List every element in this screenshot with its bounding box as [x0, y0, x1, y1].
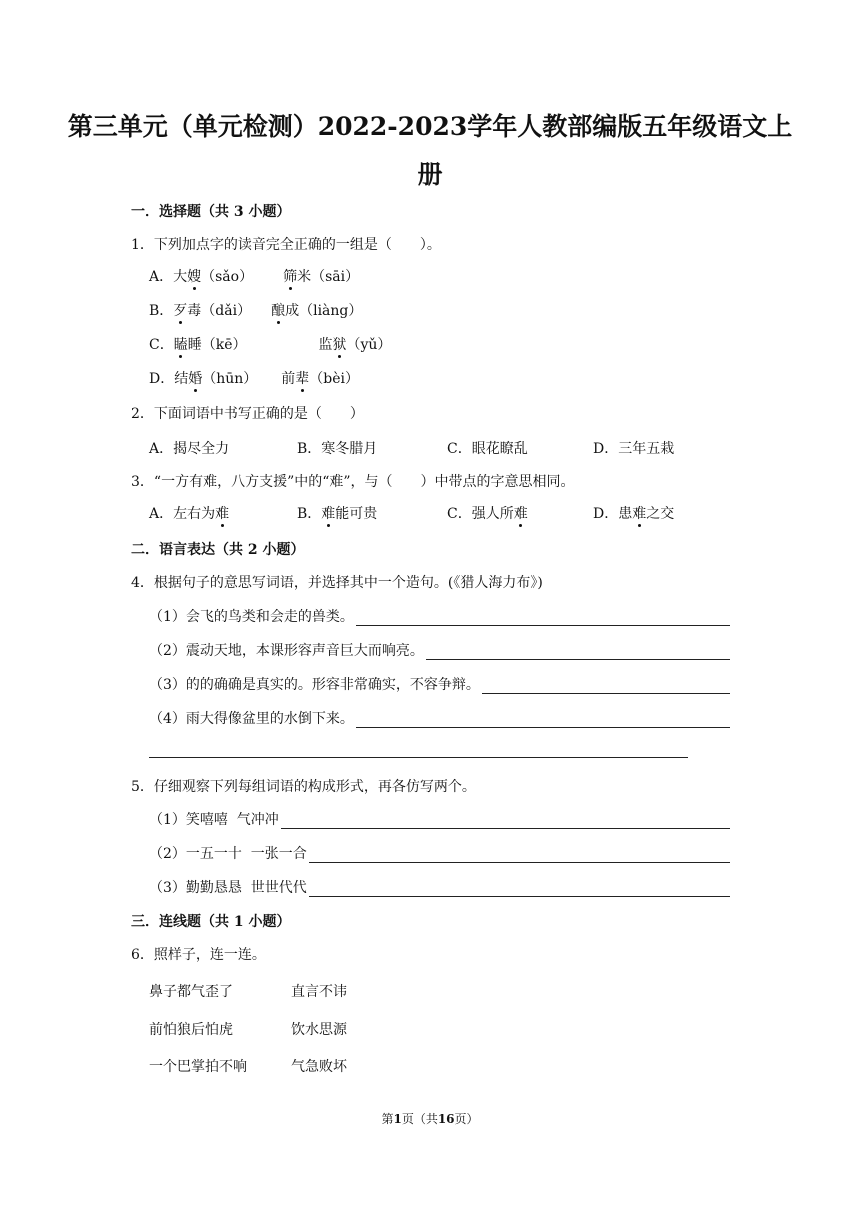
match-left-item[interactable]: 一个巴掌拍不响 [149, 1059, 247, 1075]
question-6-stem: 6．照样子，连一连。 [131, 947, 266, 963]
dotted-char: 嫂 [187, 269, 202, 285]
question-1-option-c: C．瞌睡（kē） 监狱（yǔ） [149, 337, 392, 353]
total-pages: 16 [437, 1112, 455, 1126]
question-4-item-1: （1）会飞的鸟类和会走的兽类。 [149, 608, 730, 626]
question-2-option-b: B．寒冬腊月 [297, 441, 378, 457]
question-3-option-d: D．患难之交 [593, 506, 675, 522]
dotted-char: 狱 [332, 337, 347, 353]
question-3-option-b: B．难能可贵 [297, 506, 378, 522]
dotted-char: 酿 [271, 303, 286, 319]
answer-blank[interactable] [309, 882, 730, 897]
answer-blank[interactable] [426, 645, 730, 660]
section-heading-matching: 三．连线题（共 1 小题） [131, 914, 291, 930]
dotted-char: 婚 [188, 371, 203, 387]
answer-blank[interactable] [356, 611, 730, 626]
match-right-item[interactable]: 直言不讳 [291, 984, 347, 1000]
match-right-item[interactable]: 饮水思源 [291, 1022, 347, 1038]
dotted-char: 辈 [295, 371, 310, 387]
dotted-char: 难 [513, 506, 528, 522]
answer-blank[interactable] [356, 713, 730, 728]
match-right-item[interactable]: 气急败坏 [291, 1059, 347, 1075]
page-footer: 第1页（共16页） [381, 1112, 479, 1126]
question-4-stem: 4．根据句子的意思写词语，并选择其中一个造句。(《猎人海力布》) [131, 575, 543, 591]
question-1-option-b: B．歹毒（dǎi） 酿成（liàng） [149, 303, 363, 319]
question-5-item-2: （2）一五一十 一张一合 [149, 845, 730, 863]
question-4-item-4: （4）雨大得像盆里的水倒下来。 [149, 710, 730, 728]
question-2-option-c: C．眼花瞭乱 [447, 441, 528, 457]
answer-blank[interactable] [309, 848, 730, 863]
question-3-option-c: C．强人所难 [447, 506, 528, 522]
question-1-stem: 1．下列加点字的读音完全正确的一组是（ ）。 [131, 237, 441, 253]
question-1-option-d: D．结婚（hūn） 前辈（bèi） [149, 371, 360, 387]
section-heading-language: 二．语言表达（共 2 小题） [131, 542, 305, 558]
dotted-char: 筛 [283, 269, 298, 285]
sentence-answer-blank[interactable] [149, 757, 688, 758]
dotted-char: 瞌 [173, 337, 188, 353]
page-title: 第三单元（单元检测）2022-2023学年人教部编版五年级语文上 [67, 112, 793, 141]
dotted-char: 歹 [173, 303, 188, 319]
answer-blank[interactable] [482, 679, 730, 694]
question-5-stem: 5．仔细观察下列每组词语的构成形式，再各仿写两个。 [131, 779, 476, 795]
section-heading-choice: 一．选择题（共 3 小题） [131, 204, 291, 220]
match-left-item[interactable]: 前怕狼后怕虎 [149, 1022, 233, 1038]
question-2-option-d: D．三年五栽 [593, 441, 675, 457]
match-left-item[interactable]: 鼻子都气歪了 [149, 984, 233, 1000]
dotted-char: 难 [321, 506, 336, 522]
question-2-stem: 2．下面词语中书写正确的是（ ） [131, 406, 364, 422]
question-4-item-2: （2）震动天地，本课形容声音巨大而响亮。 [149, 642, 730, 660]
question-1-option-a: A．大嫂（sǎo） 筛米（sāi） [149, 269, 360, 285]
page-title-continued: 册 [417, 160, 443, 189]
answer-blank[interactable] [281, 814, 730, 829]
question-2-option-a: A．揭尽全力 [149, 441, 230, 457]
question-5-item-3: （3）勤勤恳恳 世世代代 [149, 879, 730, 897]
question-3-stem: 3．“一方有难，八方支援”中的“难”，与（ ）中带点的字意思相同。 [131, 474, 575, 490]
question-5-item-1: （1）笑嘻嘻 气冲冲 [149, 811, 730, 829]
current-page-number: 1 [393, 1112, 402, 1126]
question-3-option-a: A．左右为难 [149, 506, 230, 522]
dotted-char: 难 [215, 506, 230, 522]
question-4-item-3: （3）的的确确是真实的。形容非常确实，不容争辩。 [149, 676, 730, 694]
dotted-char: 难 [632, 506, 647, 522]
